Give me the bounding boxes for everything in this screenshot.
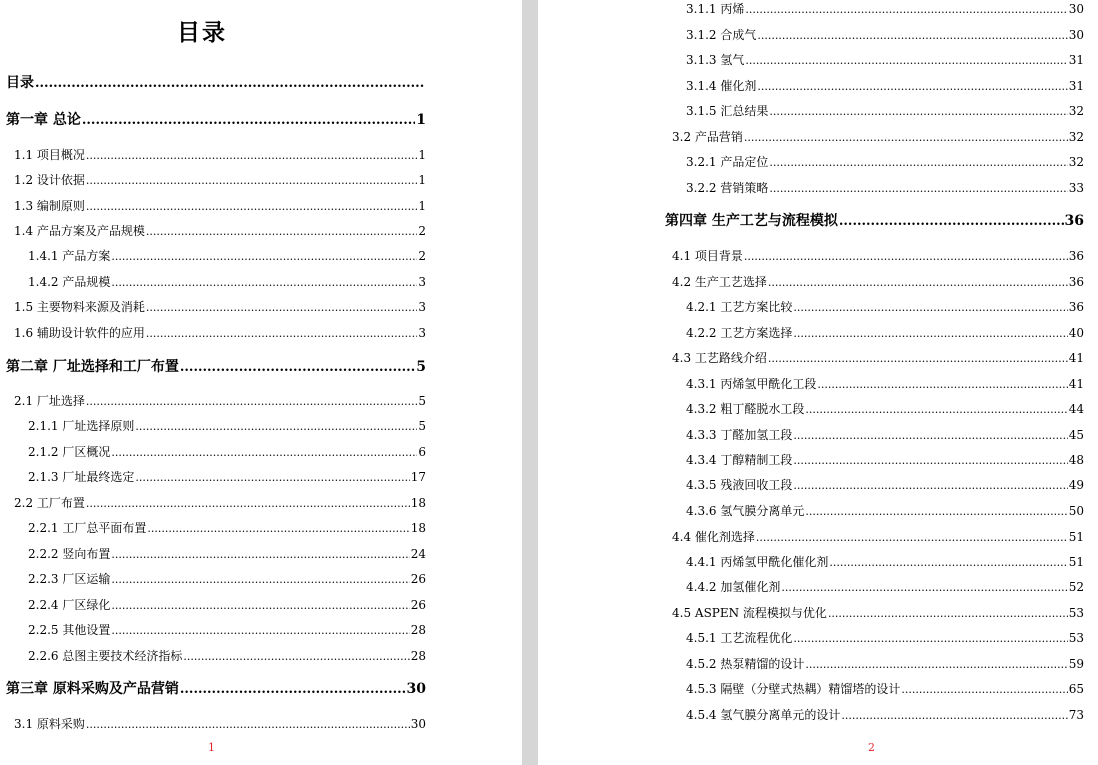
- toc-dot-leader: [901, 681, 1067, 699]
- page-number: 1: [208, 741, 215, 754]
- toc-subsection-entry[interactable]: [686, 451, 1084, 470]
- toc-entry-page: 5: [418, 419, 426, 433]
- toc-entry-page: 32: [1068, 104, 1084, 118]
- toc-entry-title: 2.2.6 总图主要技术经济指标: [28, 649, 183, 663]
- toc-subsection-entry[interactable]: [28, 545, 426, 564]
- toc-entry-title: 4.5.4 氢气膜分离单元的设计: [686, 708, 841, 722]
- toc-entry-title: 2.2.5 其他设置: [28, 623, 111, 637]
- toc-dot-leader: [86, 716, 410, 734]
- toc-dot-leader: [146, 223, 417, 241]
- toc-dot-leader: [86, 198, 417, 216]
- toc-entry-page: 30: [406, 681, 426, 697]
- toc-entry-page: 1: [418, 148, 426, 162]
- toc-dot-leader: [180, 681, 406, 699]
- toc-subsection-entry[interactable]: [686, 26, 1084, 45]
- toc-entry-title: 4.3 工艺路线介绍: [672, 351, 767, 365]
- toc-section-entry[interactable]: [14, 392, 426, 411]
- toc-section-entry[interactable]: [672, 604, 1084, 623]
- toc-entry-title: 4.2 生产工艺选择: [672, 275, 767, 289]
- toc-dot-leader: [135, 469, 409, 487]
- toc-entry-page: 53: [1068, 631, 1084, 645]
- toc-subsection-entry[interactable]: [686, 324, 1084, 343]
- toc-subsection-entry[interactable]: [686, 655, 1084, 674]
- toc-entry-title: 3.1 原料采购: [14, 717, 85, 731]
- toc-dot-leader: [805, 503, 1067, 521]
- toc-entry-page: 17: [410, 470, 426, 484]
- toc-entry-page: 28: [410, 649, 426, 663]
- toc-entry-title: 4.3.3 丁醛加氢工段: [686, 428, 793, 442]
- toc-section-entry[interactable]: [14, 494, 426, 513]
- toc-entry-title: 4.5.1 工艺流程优化: [686, 631, 793, 645]
- toc-subsection-entry[interactable]: [28, 647, 426, 666]
- toc-dot-leader: [744, 248, 1068, 266]
- toc-subsection-entry[interactable]: [686, 77, 1084, 96]
- toc-entry-page: 5: [418, 394, 426, 408]
- toc-entry-page: 6: [418, 445, 426, 459]
- toc-subsection-entry[interactable]: [686, 578, 1084, 597]
- toc-section-entry[interactable]: [14, 197, 426, 216]
- toc-entry-page: 51: [1068, 530, 1084, 544]
- toc-entry-title: 3.1.5 汇总结果: [686, 104, 769, 118]
- toc-subsection-entry[interactable]: [686, 102, 1084, 121]
- toc-dot-leader: [111, 248, 417, 266]
- toc-subsection-entry[interactable]: [28, 468, 426, 487]
- toc-dot-leader: [86, 495, 410, 513]
- toc-subsection-entry[interactable]: [686, 179, 1084, 198]
- toc-dot-leader: [111, 444, 417, 462]
- toc-entry-page: 2: [418, 224, 426, 238]
- document-page-1: [0, 0, 522, 765]
- toc-subsection-entry[interactable]: [686, 680, 1084, 699]
- toc-dot-leader: [745, 1, 1067, 19]
- toc-dot-leader: [793, 452, 1067, 470]
- toc-dot-leader: [793, 325, 1067, 343]
- toc-section-entry[interactable]: [14, 222, 426, 241]
- toc-entry-page: 32: [1068, 155, 1084, 169]
- toc-entry-title: 3.1.1 丙烯: [686, 2, 745, 16]
- toc-entry-page: 31: [1068, 79, 1084, 93]
- toc-entry-title: 4.3.2 粗丁醛脱水工段: [686, 402, 805, 416]
- toc-entry-title: 3.2.1 产品定位: [686, 155, 769, 169]
- toc-entry-page: 18: [410, 521, 426, 535]
- toc-entry-title: 4.2.2 工艺方案选择: [686, 326, 793, 340]
- toc-entry-page: 45: [1068, 428, 1084, 442]
- toc-chapter-entry[interactable]: [6, 111, 426, 130]
- toc-subsection-entry[interactable]: [28, 570, 426, 589]
- toc-dot-leader: [793, 299, 1067, 317]
- toc-entry-title: 2.2.3 厂区运输: [28, 572, 111, 586]
- toc-dot-leader: [793, 630, 1067, 648]
- toc-dot-leader: [828, 605, 1068, 623]
- toc-entry-title: 4.5.3 隔壁（分壁式热耦）精馏塔的设计: [686, 682, 901, 696]
- toc-subsection-entry[interactable]: [28, 596, 426, 615]
- toc-section-entry[interactable]: [672, 273, 1084, 292]
- toc-entry-page: 31: [1068, 53, 1084, 67]
- toc-section-entry[interactable]: [14, 298, 426, 317]
- toc-entry-title: 3.1.2 合成气: [686, 28, 757, 42]
- toc-entry-title: 1.4.2 产品规模: [28, 275, 111, 289]
- toc-entry-title: 4.4.2 加氢催化剂: [686, 580, 781, 594]
- toc-entry-title: 4.4.1 丙烯氢甲酰化催化剂: [686, 555, 829, 569]
- toc-section-entry[interactable]: [672, 128, 1084, 147]
- toc-entry-title: 4.5.2 热泵精馏的设计: [686, 657, 805, 671]
- toc-entry-page: 2: [418, 249, 426, 263]
- toc-entry-page: 41: [1068, 351, 1084, 365]
- toc-entry-page: 49: [1068, 478, 1084, 492]
- toc-subsection-entry[interactable]: [28, 247, 426, 266]
- toc-dot-leader: [793, 427, 1067, 445]
- toc-entry-title: 2.1.2 厂区概况: [28, 445, 111, 459]
- toc-entry-page: 3: [418, 300, 426, 314]
- toc-entry-page: 36: [1064, 213, 1084, 229]
- toc-entry-page: 36: [1068, 275, 1084, 289]
- toc-subsection-entry[interactable]: [686, 502, 1084, 521]
- toc-entry-page: 41: [1068, 377, 1084, 391]
- toc-dot-leader: [86, 147, 417, 165]
- toc-entry-title: 2.2.4 厂区绿化: [28, 598, 111, 612]
- toc-dot-leader: [757, 27, 1067, 45]
- toc-entry-title: 4.3.1 丙烯氢甲酰化工段: [686, 377, 817, 391]
- toc-entry-page: 1: [418, 173, 426, 187]
- toc-title: 目录: [177, 20, 227, 46]
- toc-section-entry[interactable]: [672, 247, 1084, 266]
- toc-chapter-entry[interactable]: [6, 358, 426, 377]
- toc-entry-page: 36: [1068, 300, 1084, 314]
- toc-entry-title: 第三章 原料采购及产品营销: [6, 681, 179, 697]
- toc-entry-title: 1.3 编制原则: [14, 199, 85, 213]
- toc-entry-page: 3: [418, 326, 426, 340]
- toc-entry-page: 50: [1068, 504, 1084, 518]
- toc-entry-title: 2.2 工厂布置: [14, 496, 85, 510]
- toc-chapter-entry[interactable]: [6, 74, 426, 93]
- document-page-2: [538, 0, 1098, 765]
- toc-entry-page: 36: [1068, 249, 1084, 263]
- toc-dot-leader: [147, 520, 409, 538]
- toc-entry-title: 4.4 催化剂选择: [672, 530, 755, 544]
- toc-subsection-entry[interactable]: [28, 273, 426, 292]
- toc-dot-leader: [111, 597, 409, 615]
- toc-entry-title: 1.5 主要物料来源及消耗: [14, 300, 145, 314]
- toc-dot-leader: [146, 299, 417, 317]
- toc-entry-title: 1.6 辅助设计软件的应用: [14, 326, 145, 340]
- toc-entry-title: 1.4.1 产品方案: [28, 249, 111, 263]
- toc-entry-title: 1.1 项目概况: [14, 148, 85, 162]
- toc-entry-title: 目录: [6, 75, 34, 91]
- toc-dot-leader: [111, 546, 409, 564]
- toc-entry-title: 1.2 设计依据: [14, 173, 85, 187]
- toc-entry-page: 51: [1068, 555, 1084, 569]
- toc-entry-page: 26: [410, 572, 426, 586]
- toc-entry-page: 40: [1068, 326, 1084, 340]
- toc-entry-page: 24: [410, 547, 426, 561]
- toc-entry-page: 59: [1068, 657, 1084, 671]
- toc-section-entry[interactable]: [14, 146, 426, 165]
- toc-entry-title: 4.1 项目背景: [672, 249, 743, 263]
- toc-entry-title: 第二章 厂址选择和工厂布置: [6, 359, 179, 375]
- toc-entry-page: 28: [410, 623, 426, 637]
- toc-dot-leader: [35, 75, 425, 93]
- toc-entry-page: 32: [1068, 130, 1084, 144]
- toc-subsection-entry[interactable]: [686, 298, 1084, 317]
- toc-subsection-entry[interactable]: [28, 621, 426, 640]
- toc-dot-leader: [745, 52, 1067, 70]
- page-number: 2: [868, 741, 875, 754]
- toc-dot-leader: [805, 401, 1067, 419]
- toc-subsection-entry[interactable]: [686, 400, 1084, 419]
- toc-dot-leader: [817, 376, 1067, 394]
- toc-entry-page: 73: [1068, 708, 1084, 722]
- toc-entry-title: 3.2.2 营销策略: [686, 181, 769, 195]
- toc-dot-leader: [111, 274, 417, 292]
- toc-entry-page: 26: [410, 598, 426, 612]
- toc-entry-page: 1: [416, 112, 426, 128]
- toc-entry-title: 第四章 生产工艺与流程模拟: [665, 213, 838, 229]
- toc-subsection-entry[interactable]: [686, 375, 1084, 394]
- toc-entry-title: 1.4 产品方案及产品规模: [14, 224, 145, 238]
- toc-section-entry[interactable]: [14, 324, 426, 343]
- toc-entry-page: 5: [416, 359, 426, 375]
- toc-entry-page: 30: [1068, 28, 1084, 42]
- toc-dot-leader: [768, 350, 1068, 368]
- toc-section-entry[interactable]: [14, 715, 426, 734]
- toc-dot-leader: [781, 579, 1067, 597]
- toc-section-entry[interactable]: [672, 349, 1084, 368]
- toc-subsection-entry[interactable]: [28, 519, 426, 538]
- toc-dot-leader: [769, 180, 1067, 198]
- toc-dot-leader: [86, 393, 417, 411]
- toc-entry-title: 2.1.3 厂址最终选定: [28, 470, 135, 484]
- toc-entry-title: 第一章 总论: [6, 112, 81, 128]
- toc-entry-title: 3.2 产品营销: [672, 130, 743, 144]
- toc-entry-page: 52: [1068, 580, 1084, 594]
- toc-dot-leader: [180, 359, 415, 377]
- toc-dot-leader: [744, 129, 1068, 147]
- toc-dot-leader: [135, 418, 417, 436]
- toc-entry-title: 4.3.6 氢气膜分离单元: [686, 504, 805, 518]
- toc-subsection-entry[interactable]: [28, 443, 426, 462]
- toc-dot-leader: [841, 707, 1067, 725]
- toc-section-entry[interactable]: [672, 528, 1084, 547]
- toc-entry-page: 44: [1068, 402, 1084, 416]
- toc-subsection-entry[interactable]: [28, 417, 426, 436]
- toc-dot-leader: [86, 172, 417, 190]
- toc-dot-leader: [757, 78, 1067, 96]
- toc-entry-title: 2.1.1 厂址选择原则: [28, 419, 135, 433]
- toc-entry-page: 1: [418, 199, 426, 213]
- toc-dot-leader: [839, 213, 1064, 231]
- toc-entry-title: 4.5 ASPEN 流程模拟与优化: [672, 606, 827, 620]
- toc-entry-page: 48: [1068, 453, 1084, 467]
- toc-entry-title: 4.3.4 丁醇精制工段: [686, 453, 793, 467]
- toc-dot-leader: [805, 656, 1067, 674]
- toc-dot-leader: [769, 103, 1067, 121]
- toc-entry-title: 3.1.3 氢气: [686, 53, 745, 67]
- toc-dot-leader: [769, 154, 1067, 172]
- toc-dot-leader: [146, 325, 417, 343]
- toc-dot-leader: [82, 112, 415, 130]
- toc-subsection-entry[interactable]: [686, 706, 1084, 725]
- toc-chapter-entry[interactable]: [6, 680, 426, 699]
- toc-subsection-entry[interactable]: [686, 629, 1084, 648]
- toc-entry-page: 53: [1068, 606, 1084, 620]
- toc-dot-leader: [183, 648, 409, 666]
- toc-dot-leader: [768, 274, 1068, 292]
- toc-entry-title: 4.3.5 残液回收工段: [686, 478, 793, 492]
- toc-subsection-entry[interactable]: [686, 426, 1084, 445]
- toc-chapter-entry[interactable]: [665, 212, 1084, 231]
- toc-dot-leader: [111, 622, 409, 640]
- toc-subsection-entry[interactable]: [686, 476, 1084, 495]
- toc-dot-leader: [793, 477, 1067, 495]
- toc-entry-page: 33: [1068, 181, 1084, 195]
- toc-dot-leader: [829, 554, 1067, 572]
- toc-entry-title: 4.2.1 工艺方案比较: [686, 300, 793, 314]
- toc-section-entry[interactable]: [14, 171, 426, 190]
- toc-entry-page: 65: [1068, 682, 1084, 696]
- toc-dot-leader: [111, 571, 409, 589]
- toc-entry-title: 2.2.1 工厂总平面布置: [28, 521, 147, 535]
- toc-entry-page: 18: [410, 496, 426, 510]
- toc-subsection-entry[interactable]: [686, 153, 1084, 172]
- toc-dot-leader: [756, 529, 1068, 547]
- toc-entry-page: 30: [1068, 2, 1084, 16]
- toc-subsection-entry[interactable]: [686, 553, 1084, 572]
- toc-entry-title: 3.1.4 催化剂: [686, 79, 757, 93]
- toc-subsection-entry[interactable]: [686, 0, 1084, 19]
- toc-entry-title: 2.1 厂址选择: [14, 394, 85, 408]
- toc-entry-page: 30: [410, 717, 426, 731]
- toc-entry-title: 2.2.2 竖向布置: [28, 547, 111, 561]
- toc-subsection-entry[interactable]: [686, 51, 1084, 70]
- toc-entry-page: 3: [418, 275, 426, 289]
